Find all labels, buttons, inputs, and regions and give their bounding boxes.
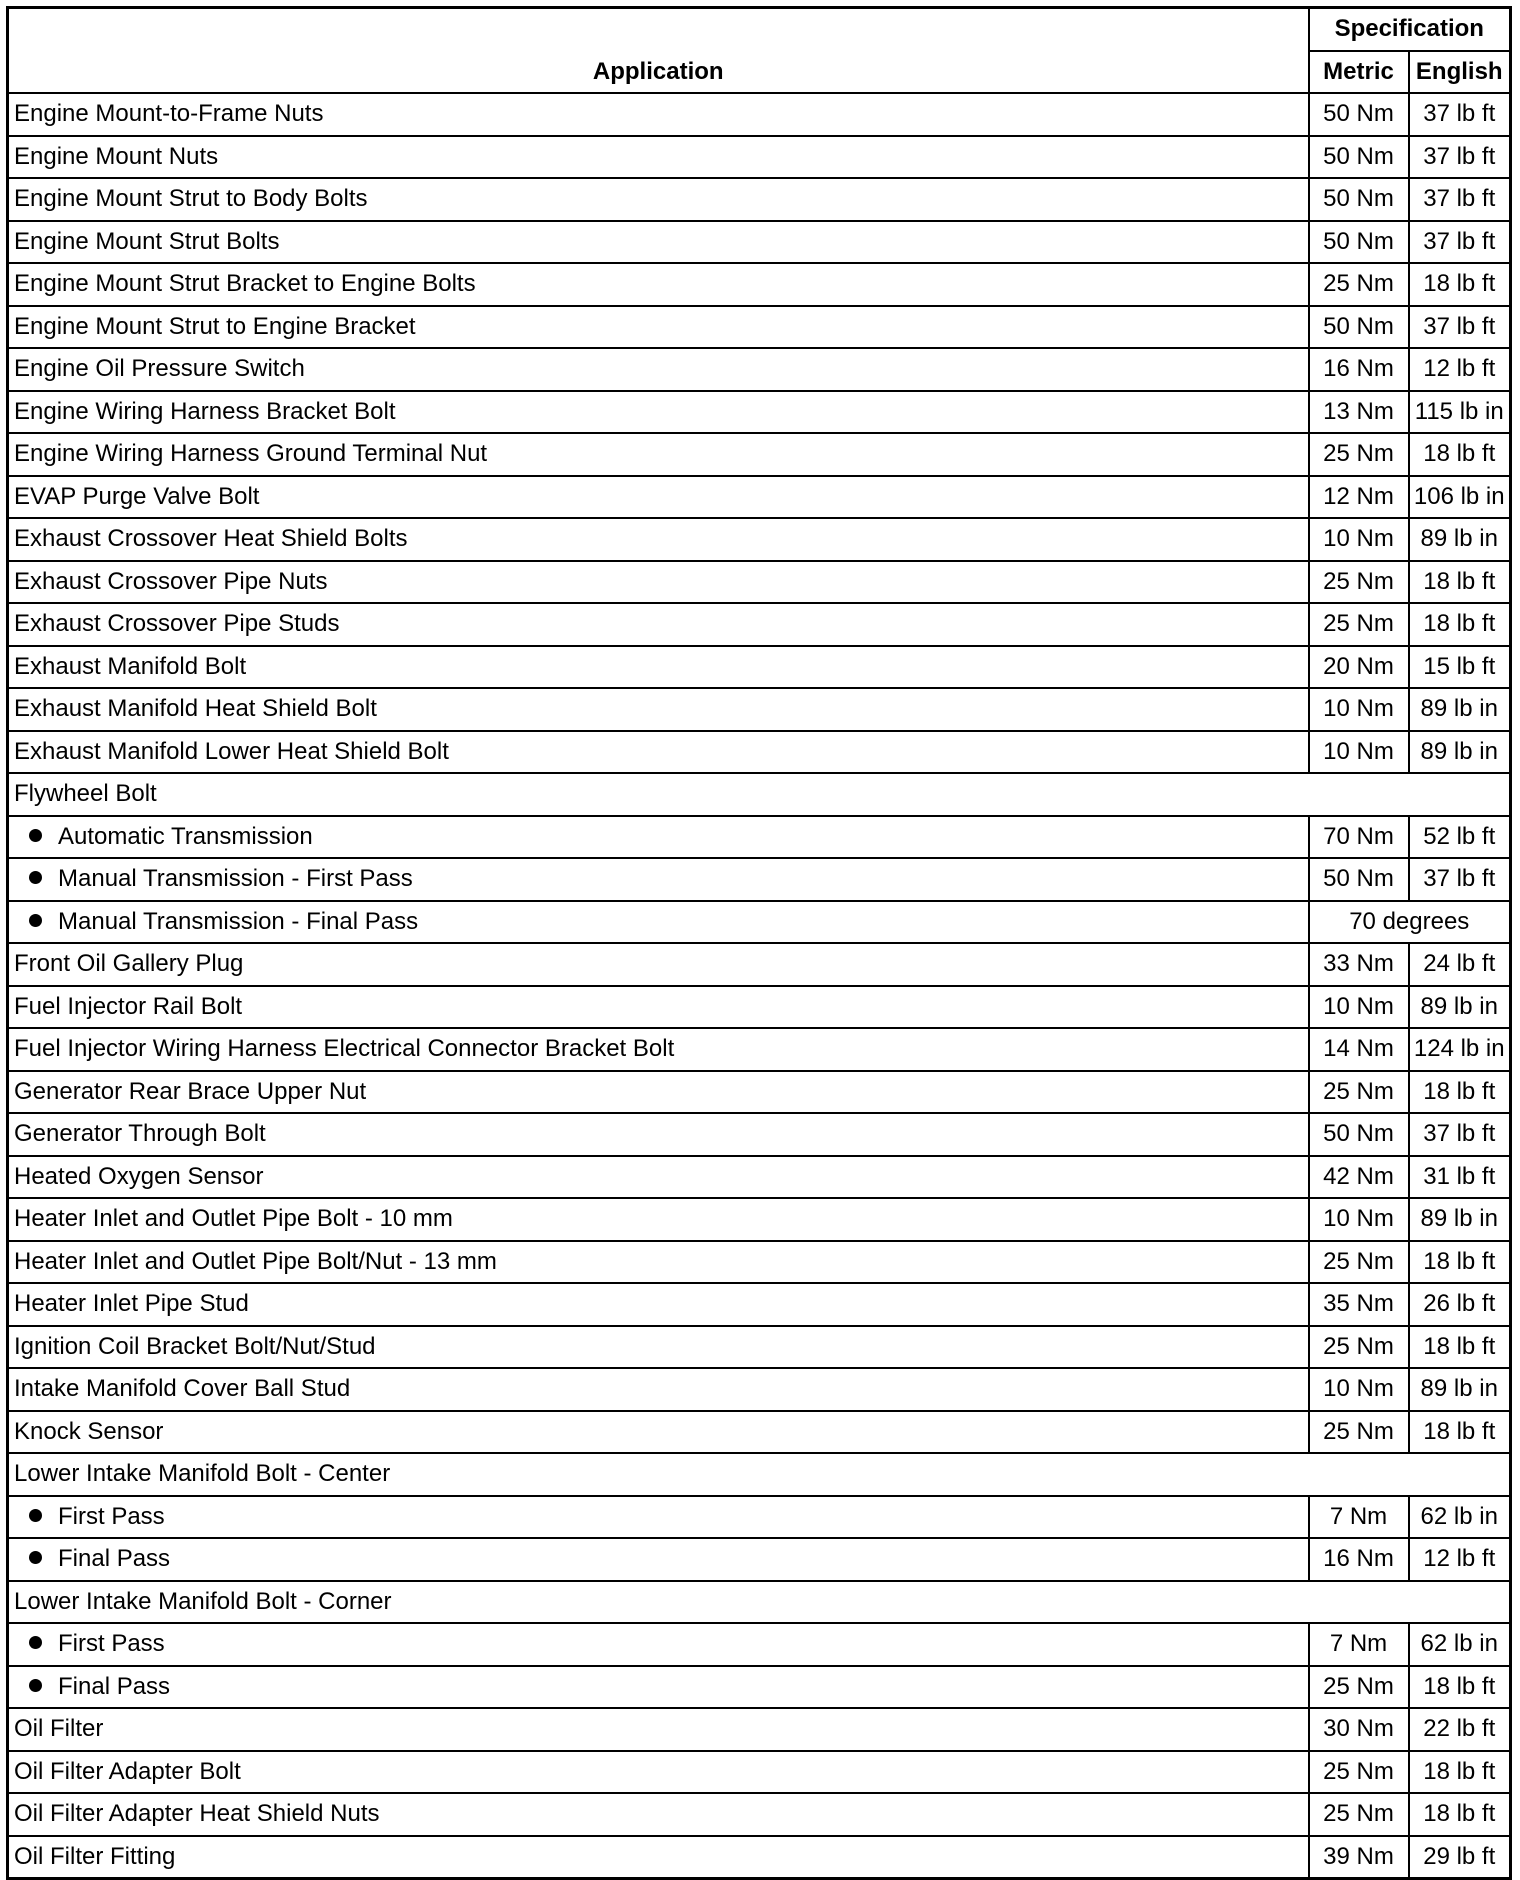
table-row	[8, 1581, 1511, 1624]
table-row	[8, 263, 1511, 306]
application-cell: Exhaust Crossover Pipe Studs	[8, 603, 1309, 646]
metric-cell: 25 Nm	[1309, 603, 1409, 646]
table-row	[8, 1708, 1511, 1751]
metric-cell: 10 Nm	[1309, 1198, 1409, 1241]
application-cell: Fuel Injector Wiring Harness Electrical Connector Bracket Bolt	[8, 1028, 1309, 1071]
metric-cell: 50 Nm	[1309, 136, 1409, 179]
bullet-application: Automatic Transmission	[8, 816, 1309, 859]
metric-cell: 50 Nm	[1309, 306, 1409, 349]
metric-cell: 42 Nm	[1309, 1156, 1409, 1199]
metric-cell: 25 Nm	[1309, 1326, 1409, 1369]
english-cell: 62 lb in	[1409, 1496, 1511, 1539]
application-cell: Exhaust Manifold Heat Shield Bolt	[8, 688, 1309, 731]
english-cell: 18 lb ft	[1409, 1793, 1511, 1836]
english-cell: 37 lb ft	[1409, 306, 1511, 349]
application-cell: Exhaust Crossover Heat Shield Bolts	[8, 518, 1309, 561]
table-row	[8, 1198, 1511, 1241]
application-cell: Ignition Coil Bracket Bolt/Nut/Stud	[8, 1326, 1309, 1369]
application-cell: Engine Mount-to-Frame Nuts	[8, 93, 1309, 136]
application-cell: Oil Filter Adapter Heat Shield Nuts	[8, 1793, 1309, 1836]
table-row	[8, 1836, 1511, 1879]
english-cell: 18 lb ft	[1409, 1071, 1511, 1114]
application-cell: Oil Filter Fitting	[8, 1836, 1309, 1879]
english-cell: 18 lb ft	[1409, 603, 1511, 646]
english-cell: 37 lb ft	[1409, 221, 1511, 264]
english-cell: 18 lb ft	[1409, 433, 1511, 476]
application-cell: Intake Manifold Cover Ball Stud	[8, 1368, 1309, 1411]
application-cell: Engine Wiring Harness Bracket Bolt	[8, 391, 1309, 434]
application-cell: Engine Mount Strut Bracket to Engine Bolts	[8, 263, 1309, 306]
metric-cell: 7 Nm	[1309, 1496, 1409, 1539]
table-row	[8, 391, 1511, 434]
english-cell: 89 lb in	[1409, 731, 1511, 774]
table-row	[8, 1113, 1511, 1156]
english-cell: 89 lb in	[1409, 986, 1511, 1029]
spec-combined: 70 degrees	[1309, 901, 1511, 944]
metric-cell: 39 Nm	[1309, 1836, 1409, 1879]
english-cell: 89 lb in	[1409, 518, 1511, 561]
application-cell: Engine Mount Strut Bolts	[8, 221, 1309, 264]
metric-cell: 25 Nm	[1309, 1241, 1409, 1284]
metric-cell: 50 Nm	[1309, 178, 1409, 221]
table-row	[8, 731, 1511, 774]
application-cell: Exhaust Manifold Bolt	[8, 646, 1309, 689]
table-row	[8, 688, 1511, 731]
english-cell: 12 lb ft	[1409, 1538, 1511, 1581]
metric-cell: 25 Nm	[1309, 433, 1409, 476]
table-row	[8, 1666, 1511, 1709]
english-cell: 29 lb ft	[1409, 1836, 1511, 1879]
table-row	[8, 646, 1511, 689]
metric-cell: 50 Nm	[1309, 858, 1409, 901]
application-cell: Knock Sensor	[8, 1411, 1309, 1454]
english-cell: 89 lb in	[1409, 1368, 1511, 1411]
english-cell: 37 lb ft	[1409, 93, 1511, 136]
table-row	[8, 1793, 1511, 1836]
application-cell: Heater Inlet and Outlet Pipe Bolt/Nut - 13 mm	[8, 1241, 1309, 1284]
english-cell: 37 lb ft	[1409, 136, 1511, 179]
english-cell: 18 lb ft	[1409, 1411, 1511, 1454]
table-row	[8, 476, 1511, 519]
english-cell: 26 lb ft	[1409, 1283, 1511, 1326]
metric-cell: 70 Nm	[1309, 816, 1409, 859]
english-cell: 18 lb ft	[1409, 561, 1511, 604]
application-cell: Heated Oxygen Sensor	[8, 1156, 1309, 1199]
bullet-application: Manual Transmission - Final Pass	[8, 901, 1309, 944]
header-specification: Specification	[1309, 8, 1511, 51]
application-cell: Fuel Injector Rail Bolt	[8, 986, 1309, 1029]
metric-cell: 10 Nm	[1309, 986, 1409, 1029]
table-row	[8, 561, 1511, 604]
application-cell: EVAP Purge Valve Bolt	[8, 476, 1309, 519]
english-cell: 31 lb ft	[1409, 1156, 1511, 1199]
metric-cell: 25 Nm	[1309, 1751, 1409, 1794]
table-header	[8, 8, 1511, 94]
english-cell: 22 lb ft	[1409, 1708, 1511, 1751]
header-english: English	[1409, 51, 1511, 94]
english-cell: 18 lb ft	[1409, 1666, 1511, 1709]
english-cell: 18 lb ft	[1409, 263, 1511, 306]
table-row	[8, 773, 1511, 816]
metric-cell: 10 Nm	[1309, 688, 1409, 731]
english-cell: 62 lb in	[1409, 1623, 1511, 1666]
table-row	[8, 93, 1511, 136]
english-cell: 89 lb in	[1409, 688, 1511, 731]
application-cell: Engine Mount Strut to Body Bolts	[8, 178, 1309, 221]
metric-cell: 16 Nm	[1309, 348, 1409, 391]
application-cell: Engine Oil Pressure Switch	[8, 348, 1309, 391]
table-row	[8, 603, 1511, 646]
table-row	[8, 306, 1511, 349]
metric-cell: 25 Nm	[1309, 1793, 1409, 1836]
metric-cell: 10 Nm	[1309, 1368, 1409, 1411]
metric-cell: 25 Nm	[1309, 1071, 1409, 1114]
application-cell: Engine Mount Nuts	[8, 136, 1309, 179]
metric-cell: 16 Nm	[1309, 1538, 1409, 1581]
bullet-application: Manual Transmission - First Pass	[8, 858, 1309, 901]
table-row	[8, 1071, 1511, 1114]
table-row	[8, 1411, 1511, 1454]
english-cell: 12 lb ft	[1409, 348, 1511, 391]
metric-cell: 10 Nm	[1309, 731, 1409, 774]
table-row	[8, 1368, 1511, 1411]
english-cell: 37 lb ft	[1409, 858, 1511, 901]
metric-cell: 25 Nm	[1309, 1666, 1409, 1709]
table-row	[8, 518, 1511, 561]
table-row	[8, 858, 1511, 901]
bullet-application: Final Pass	[8, 1666, 1309, 1709]
table-row	[8, 221, 1511, 264]
metric-cell: 25 Nm	[1309, 561, 1409, 604]
metric-cell: 50 Nm	[1309, 1113, 1409, 1156]
header-application: Application	[8, 8, 1309, 94]
application-cell: Front Oil Gallery Plug	[8, 943, 1309, 986]
table-row	[8, 816, 1511, 859]
table-row	[8, 178, 1511, 221]
metric-cell: 25 Nm	[1309, 263, 1409, 306]
table-row	[8, 1326, 1511, 1369]
metric-cell: 7 Nm	[1309, 1623, 1409, 1666]
application-cell: Generator Through Bolt	[8, 1113, 1309, 1156]
bullet-application: Final Pass	[8, 1538, 1309, 1581]
english-cell: 37 lb ft	[1409, 1113, 1511, 1156]
metric-cell: 33 Nm	[1309, 943, 1409, 986]
table-row	[8, 348, 1511, 391]
application-cell: Heater Inlet Pipe Stud	[8, 1283, 1309, 1326]
group-heading: Lower Intake Manifold Bolt - Center	[8, 1453, 1511, 1496]
metric-cell: 12 Nm	[1309, 476, 1409, 519]
english-cell: 37 lb ft	[1409, 178, 1511, 221]
application-cell: Heater Inlet and Outlet Pipe Bolt - 10 mm	[8, 1198, 1309, 1241]
application-cell: Oil Filter	[8, 1708, 1309, 1751]
english-cell: 24 lb ft	[1409, 943, 1511, 986]
table-row	[8, 1028, 1511, 1071]
english-cell: 115 lb in	[1409, 391, 1511, 434]
metric-cell: 25 Nm	[1309, 1411, 1409, 1454]
english-cell: 124 lb in	[1409, 1028, 1511, 1071]
english-cell: 52 lb ft	[1409, 816, 1511, 859]
metric-cell: 20 Nm	[1309, 646, 1409, 689]
header-metric: Metric	[1309, 51, 1409, 94]
table-row	[8, 901, 1511, 944]
table-row	[8, 136, 1511, 179]
table-row	[8, 1538, 1511, 1581]
application-cell: Engine Wiring Harness Ground Terminal Nut	[8, 433, 1309, 476]
english-cell: 18 lb ft	[1409, 1326, 1511, 1369]
bullet-application: First Pass	[8, 1496, 1309, 1539]
table-row	[8, 1623, 1511, 1666]
application-cell: Engine Mount Strut to Engine Bracket	[8, 306, 1309, 349]
table-row	[8, 1496, 1511, 1539]
english-cell: 106 lb in	[1409, 476, 1511, 519]
application-cell: Generator Rear Brace Upper Nut	[8, 1071, 1309, 1114]
application-cell: Exhaust Crossover Pipe Nuts	[8, 561, 1309, 604]
metric-cell: 10 Nm	[1309, 518, 1409, 561]
english-cell: 15 lb ft	[1409, 646, 1511, 689]
table-row	[8, 986, 1511, 1029]
torque-spec-table-container	[6, 6, 1512, 1880]
table-row	[8, 1156, 1511, 1199]
group-heading: Lower Intake Manifold Bolt - Corner	[8, 1581, 1511, 1624]
table-row	[8, 1283, 1511, 1326]
english-cell: 18 lb ft	[1409, 1241, 1511, 1284]
english-cell: 18 lb ft	[1409, 1751, 1511, 1794]
metric-cell: 30 Nm	[1309, 1708, 1409, 1751]
table-body	[8, 93, 1511, 1879]
metric-cell: 35 Nm	[1309, 1283, 1409, 1326]
metric-cell: 50 Nm	[1309, 93, 1409, 136]
metric-cell: 13 Nm	[1309, 391, 1409, 434]
table-row	[8, 943, 1511, 986]
application-cell: Oil Filter Adapter Bolt	[8, 1751, 1309, 1794]
table-row	[8, 1453, 1511, 1496]
table-row	[8, 1751, 1511, 1794]
torque-spec-table	[6, 6, 1512, 1880]
group-heading: Flywheel Bolt	[8, 773, 1511, 816]
table-row	[8, 1241, 1511, 1284]
application-cell: Exhaust Manifold Lower Heat Shield Bolt	[8, 731, 1309, 774]
english-cell: 89 lb in	[1409, 1198, 1511, 1241]
table-row	[8, 433, 1511, 476]
metric-cell: 14 Nm	[1309, 1028, 1409, 1071]
bullet-application: First Pass	[8, 1623, 1309, 1666]
metric-cell: 50 Nm	[1309, 221, 1409, 264]
